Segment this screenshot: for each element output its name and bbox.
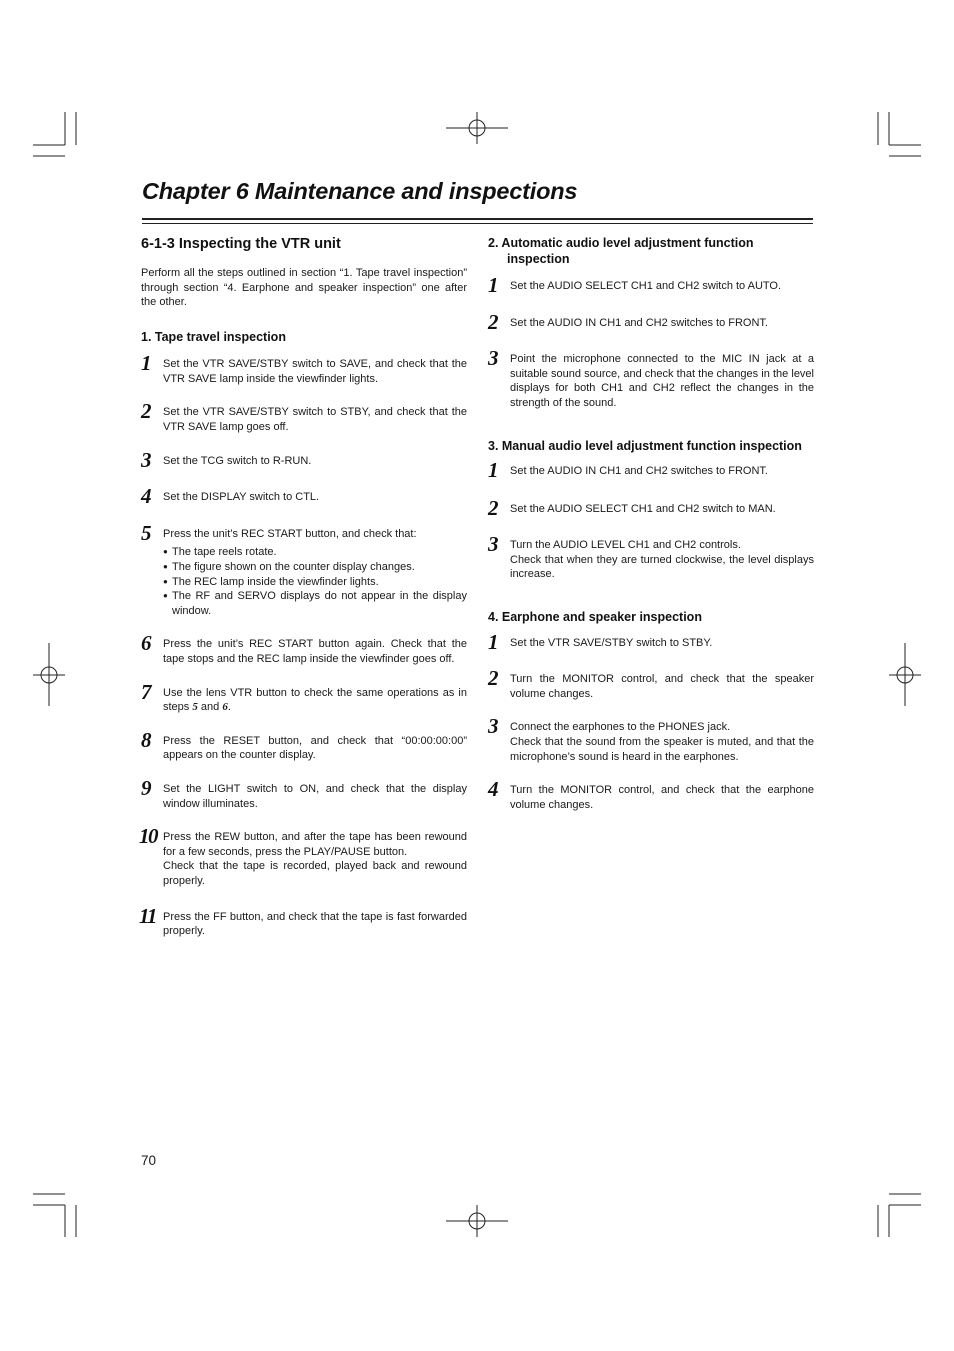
title-rule-thin (142, 223, 813, 224)
title-rule-thick (142, 218, 813, 220)
earphone-step-1 (488, 629, 814, 654)
intro-paragraph: Perform all the steps outlined in section “1. Tape travel inspection” through section “4. Earphone and speaker inspection” one after the other. (141, 267, 467, 309)
step-text: Set the AUDIO SELECT CH1 and CH2 switch to MAN. (510, 502, 776, 515)
step-number: 8 (141, 727, 152, 752)
step-number: 3 (488, 714, 499, 739)
step-text: Press the RESET button, and check that “00:00:00:00” appears on the counter display. (163, 734, 467, 762)
tape-step-8 (141, 727, 467, 763)
step-text: Set the DISPLAY switch to CTL. (163, 491, 320, 504)
tape-step-1 (141, 351, 467, 386)
step-number: 11 (139, 903, 156, 928)
step-number: 6 (141, 631, 152, 656)
manual-audio-step-2 (488, 495, 814, 520)
step-text: Use the lens VTR button to check the same operations as in steps 5 and 6. (163, 686, 467, 714)
section-title: 6-1-3 Inspecting the VTR unit (141, 236, 341, 252)
earphone-step-2 (488, 666, 814, 701)
step-number: 4 (141, 484, 152, 509)
check-item: ● The RF and SERVO displays do not appear in the display window. (163, 589, 467, 618)
step-number: 1 (488, 273, 499, 297)
tape-travel-heading: 1. Tape travel inspection (141, 329, 286, 344)
right-column (488, 236, 814, 812)
step-number: 1 (488, 458, 499, 483)
step-reference: 5 (192, 701, 198, 714)
step-number: 4 (488, 777, 499, 802)
tape-step-6 (141, 631, 467, 666)
step-number: 2 (141, 399, 152, 424)
step-text: Point the microphone connected to the MIC IN jack at a suitable sound source, and check that the changes in the level displays for both CH1 and CH2 reflect the changes in the strength of the sound. (510, 353, 814, 409)
auto-audio-step-2 (488, 309, 814, 334)
step-number: 2 (488, 309, 499, 334)
step-text-check: Check that the tape is recorded, played back and rewound properly. (163, 860, 467, 887)
step-text: Set the AUDIO SELECT CH1 and CH2 switch to AUTO. (510, 280, 782, 292)
step-text: Turn the MONITOR control, and check that the earphone volume changes. (510, 784, 814, 811)
step-number: 3 (141, 447, 152, 472)
check-item: ● The figure shown on the counter display changes. (163, 560, 467, 575)
check-list (163, 545, 467, 618)
tape-step-10 (139, 824, 467, 888)
tape-step-3 (141, 447, 467, 472)
step-number: 9 (141, 775, 152, 800)
step-reference: 6 (222, 701, 228, 714)
earphone-step-4 (488, 777, 814, 812)
step-text: Set the LIGHT switch to ON, and check that the display window illuminates. (163, 782, 467, 810)
step-text: Press the unit’s REC START button, and check that: (163, 527, 417, 540)
tape-step-11 (139, 903, 467, 939)
earphone-step-3 (488, 714, 814, 764)
step-number: 10 (139, 824, 157, 849)
step-text: Set the AUDIO IN CH1 and CH2 switches to FRONT. (510, 316, 768, 329)
step-number: 5 (141, 520, 152, 545)
manual-audio-step-3 (488, 532, 814, 582)
tape-step-9 (141, 775, 467, 811)
step-number: 2 (488, 666, 499, 691)
step-number: 1 (141, 351, 152, 376)
step-text-check: Check that the sound from the speaker is muted, and that the microphone’s sound is heard in the earphones. (510, 735, 814, 763)
earphone-heading: 4. Earphone and speaker inspection (488, 610, 702, 625)
step-number: 3 (488, 346, 499, 371)
step-number: 1 (488, 629, 499, 654)
step-text: Press the FF button, and check that the tape is fast forwarded properly. (163, 910, 467, 938)
auto-audio-step-3 (488, 346, 814, 410)
tape-step-5 (141, 520, 467, 619)
step-text: Press the REW button, and after the tape has been rewound for a few seconds, press the PLAY/PAUSE button. (163, 831, 467, 858)
step-text: Set the VTR SAVE/STBY switch to SAVE, and check that the VTR SAVE lamp inside the viewfinder lights. (163, 358, 467, 385)
tape-step-7 (141, 679, 467, 715)
step-text: Set the VTR SAVE/STBY switch to STBY, and check that the VTR SAVE lamp goes off. (163, 406, 467, 434)
tape-step-4 (141, 484, 467, 509)
auto-audio-heading: 2. Automatic audio level adjustment function inspection (488, 236, 754, 266)
manual-audio-step-1 (488, 458, 814, 483)
step-number: 2 (488, 495, 499, 520)
check-item: ● The REC lamp inside the viewfinder lights. (163, 575, 467, 590)
step-text-check: Check that when they are turned clockwise, the level displays increase. (510, 553, 814, 581)
step-text: Turn the AUDIO LEVEL CH1 and CH2 controls. (510, 539, 741, 552)
manual-audio-heading: 3. Manual audio level adjustment function inspection (488, 438, 802, 453)
page-number: 70 (141, 1153, 157, 1168)
step-number: 7 (141, 679, 152, 704)
auto-audio-step-1 (488, 273, 814, 297)
step-text: Set the VTR SAVE/STBY switch to STBY. (510, 636, 713, 649)
step-number: 3 (488, 532, 499, 557)
check-item: ● The tape reels rotate. (163, 545, 467, 560)
step-text: Turn the MONITOR control, and check that the speaker volume changes. (510, 673, 814, 700)
chapter-title: Chapter 6 Maintenance and inspections (142, 178, 578, 204)
left-column (141, 236, 467, 939)
step-text: Set the AUDIO IN CH1 and CH2 switches to FRONT. (510, 465, 768, 478)
step-text: Press the unit’s REC START button again. Check that the tape stops and the REC lamp inside the viewfinder goes off. (163, 638, 467, 665)
step-text: Set the TCG switch to R-RUN. (163, 454, 312, 467)
tape-step-2 (141, 399, 467, 434)
step-text: Connect the earphones to the PHONES jack. (510, 721, 731, 734)
